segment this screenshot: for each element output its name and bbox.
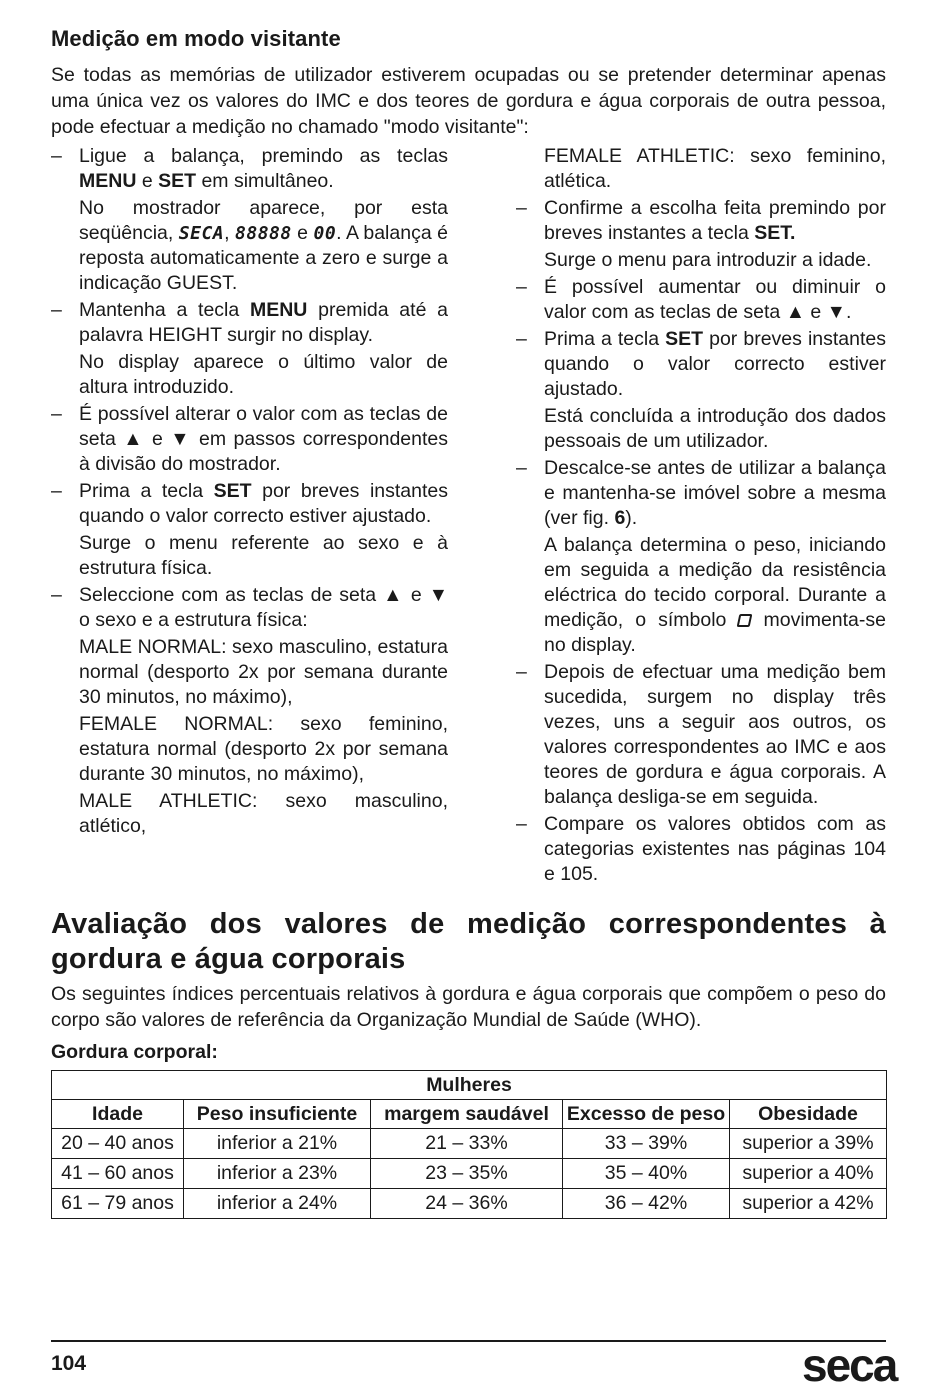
list-item [51, 479, 448, 583]
body-fat-subheading: Gordura corporal: [51, 1041, 218, 1063]
list-text: É possível aumentar ou diminuir o valor com as teclas de seta ▲ e ▼. [544, 276, 886, 323]
table-cell: 41 – 60 anos [52, 1159, 184, 1189]
column-header: Peso insuficiente [184, 1100, 371, 1129]
right-column [516, 144, 886, 889]
list-text: No mostrador aparece, por esta seqüência, SECA, 88888 e 00. A balança é reposta automaticamente a zero e surge a indicação GUEST. [79, 197, 448, 294]
list-item [516, 196, 886, 275]
list-text: Surge o menu referente ao sexo e à estrutura física. [79, 532, 448, 579]
section-title-guest-mode: Medição em modo visitante [51, 26, 341, 51]
list-item [51, 402, 448, 479]
table-cell: inferior a 24% [184, 1189, 371, 1219]
column-header: Excesso de peso [563, 1100, 730, 1129]
section-title-evaluation: Avaliação dos valores de medição correspondentes à gordura e água corporais [51, 908, 886, 975]
list-item [516, 660, 886, 812]
table-cell: 20 – 40 anos [52, 1129, 184, 1159]
list-dash: – [516, 328, 527, 350]
list-item [51, 298, 448, 402]
table-cell: 21 – 33% [371, 1129, 563, 1159]
page-number: 104 [51, 1352, 87, 1375]
list-text: Ligue a balança, premindo as teclas MENU e SET em simultâneo. [79, 145, 448, 192]
list-text: Está concluída a introdução dos dados pessoais de um utilizador. [544, 405, 886, 452]
table-row [52, 1129, 887, 1159]
list-text: Prima a tecla SET por breves instantes quando o valor correcto estiver ajustado. [544, 328, 886, 400]
list-dash: – [51, 299, 62, 321]
table-cell: superior a 39% [730, 1129, 887, 1159]
list-dash: – [516, 661, 527, 683]
list-text: No display aparece o último valor de altura introduzido. [79, 351, 448, 398]
list-dash: – [51, 403, 62, 425]
list-text: Mantenha a tecla MENU premida até a palavra HEIGHT surgir no display. [79, 299, 448, 346]
column-header: Idade [52, 1100, 184, 1129]
list-continuation: FEMALE ATHLETIC: sexo feminino, atlética. [544, 145, 886, 192]
list-dash: – [51, 584, 62, 606]
lcd-00-display: 00 [313, 223, 337, 244]
table-cell: 23 – 35% [371, 1159, 563, 1189]
column-header: Obesidade [730, 1100, 887, 1129]
list-dash: – [51, 480, 62, 502]
lcd-seca-display: SECA [178, 223, 225, 244]
seca-logo: seca [802, 1339, 897, 1391]
table-cell: 36 – 42% [563, 1189, 730, 1219]
list-dash: – [516, 197, 527, 219]
table-cell: 61 – 79 anos [52, 1189, 184, 1219]
table-cell: superior a 40% [730, 1159, 887, 1189]
table-cell: superior a 42% [730, 1189, 887, 1219]
table-row [52, 1159, 887, 1189]
evaluation-intro: Os seguintes índices percentuais relativos à gordura e água corporais que compõem o peso do corpo são valores de referência da Organização Mundial de Saúde (WHO). [51, 983, 886, 1031]
list-item [516, 456, 886, 660]
lcd-88888-display: 88888 [235, 223, 292, 244]
list-text: É possível alterar o valor com as teclas de seta ▲ e ▼ em passos correspondentes à divisão do mostrador. [79, 403, 448, 475]
list-text: Compare os valores obtidos com as categorias existentes nas páginas 104 e 105. [544, 813, 886, 885]
list-text: MALE ATHLETIC: sexo masculino, atlético, [79, 790, 448, 837]
table-cell: inferior a 21% [184, 1129, 371, 1159]
list-text: FEMALE NORMAL: sexo feminino, estatura normal (desporto 2x por semana durante 30 minutos, no máximo), [79, 713, 448, 785]
list-item [516, 275, 886, 327]
list-item [516, 327, 886, 456]
list-text: Seleccione com as teclas de seta ▲ e ▼ o sexo e a estrutura física: [79, 584, 448, 631]
body-fat-table [51, 1070, 887, 1219]
table-cell: 35 – 40% [563, 1159, 730, 1189]
list-item [51, 144, 448, 298]
table-cell: 33 – 39% [563, 1129, 730, 1159]
table-group-header: Mulheres [52, 1071, 887, 1100]
table-cell: 24 – 36% [371, 1189, 563, 1219]
table-header-row [52, 1100, 887, 1129]
list-item [516, 812, 886, 889]
list-text: Descalce-se antes de utilizar a balança e mantenha-se imóvel sobre a mesma (ver fig. 6). [544, 457, 886, 529]
list-text: Depois de efectuar uma medição bem sucedida, surgem no display três vezes, uns a seguir aos outros, os valores correspondentes ao IMC e aos teores de gordura e água corporais. A balança desliga-se em seguida. [544, 661, 886, 808]
list-dash: – [516, 457, 527, 479]
left-column [51, 144, 448, 889]
two-column-instructions [51, 144, 886, 889]
list-text: MALE NORMAL: sexo masculino, estatura normal (desporto 2x por semana durante 30 minutos, no máximo), [79, 636, 448, 708]
list-text: A balança determina o peso, iniciando em seguida a medição da resistência eléctrica do tecido corporal. Durante a medição, o símbolo movimenta-se no display. [544, 534, 886, 656]
table-row [52, 1189, 887, 1219]
list-text: Surge o menu para introduzir a idade. [544, 249, 872, 271]
page-content [51, 26, 886, 1219]
table-cell: inferior a 23% [184, 1159, 371, 1189]
list-dash: – [516, 276, 527, 298]
list-item [51, 583, 448, 841]
column-header: margem saudável [371, 1100, 563, 1129]
list-text: Confirme a escolha feita premindo por breves instantes a tecla SET. [544, 197, 886, 244]
list-dash: – [516, 813, 527, 835]
guest-mode-intro: Se todas as memórias de utilizador estiverem ocupadas ou se pretender determinar apenas uma única vez os valores do IMC e dos teores de gordura e água corporais de outra pessoa, pode efectuar a medição no chamado "modo visitante": [51, 64, 886, 138]
list-text: Prima a tecla SET por breves instantes quando o valor correcto estiver ajustado. [79, 480, 448, 527]
footer-rule [51, 1340, 886, 1342]
list-dash: – [51, 145, 62, 167]
